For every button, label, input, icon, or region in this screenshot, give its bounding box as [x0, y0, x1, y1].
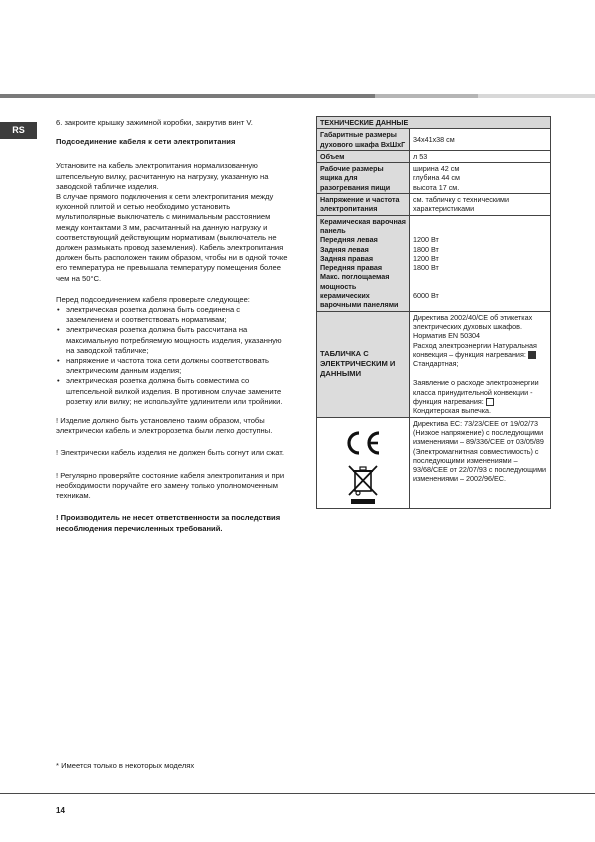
row-value: Директива ЕС: 73/23/CEE от 19/02/73 (Низкое напряжение) с последующими изменениями – 89/336/CEE от 03/05/89 (Электромагнитная совместимость) с последующими изменениями – 93/68/CEE от 22/07/93 с последующими изменениями – 2002/96/EC. — [410, 417, 551, 509]
warning-liability: ! Производитель не несет ответственности за последствия несоблюдения перечисленных требований. — [56, 513, 281, 533]
list-item: • электрическая розетка должна быть рассчитана на максимальную потребляемую мощность изделия, указанную на заводской табличке; — [56, 325, 288, 356]
energy-label-cell — [410, 311, 551, 417]
footnote: * Имеется только в некоторых моделях — [56, 761, 195, 770]
energy-text-d: Кондитерская выпечка. — [413, 406, 492, 416]
paragraph-step-6: 6. закроите крышку зажимной коробки, закрутив винт V. — [56, 118, 253, 127]
warning-not-bent: ! Электрически кабель изделия не должен быть согнут или сжат. — [56, 448, 285, 458]
section-heading: Подсоединение кабеля к сети электропитания — [56, 137, 236, 147]
table-row — [317, 215, 551, 311]
installation-text-column — [56, 118, 288, 543]
fan-heating-icon — [486, 398, 494, 406]
paragraph-direct-connection: В случае прямого подключения к сети электропитания между кухонной плитой и сетью необходимо установить мультиполярные выключатель с минимальным расстоянием между контактами 3 мм, расчитанный на данную нагрузку и соответствующий действующим нормативам (выключатель не должен размыкать провод заземления). Кабель электропитания должен быть расположен таким образом, чтобы ни в одной точке его температура не превышала температуру помещения более чем на 50°C. — [56, 192, 288, 283]
checklist — [56, 305, 288, 407]
table-row — [317, 311, 551, 417]
list-item: • напряжение и частота тока сети должны соответствовать электрическим данным изделия; — [56, 356, 288, 376]
row-label: Керамическая варочная панель Передняя левая Задняя левая Задняя правая Передняя правая Макс. поглощаемая мощность керамических варочными панелями — [317, 215, 410, 311]
weee-crossed-bin-icon — [346, 463, 380, 505]
energy-text-b: Стандартная; — [413, 359, 459, 369]
table-row — [317, 194, 551, 216]
table-title: ТЕХНИЧЕСКИЕ ДАННЫЕ — [317, 117, 551, 129]
paragraph-checklist-intro: Перед подсоединением кабеля проверьте следующее: — [56, 294, 250, 304]
row-value: см. табличку с техническими характеристиками — [410, 194, 551, 216]
row-label: Рабочие размеры ящика для разогревания пищи — [317, 163, 410, 194]
table-row — [317, 163, 551, 194]
warning-check-cable: ! Регулярно проверяйте состояние кабеля электропитания и при необходимости поручайте его замену только уполномоченным техникам. — [56, 470, 285, 501]
warning-accessible: ! Изделие должно быть установлено таким образом, чтобы электрически кабель и электророзетка были легко доступны. — [56, 416, 273, 436]
bottom-rule — [0, 793, 595, 794]
table-row — [317, 150, 551, 162]
energy-text-a: Директива 2002/40/CE об этикетках электрических духовых шкафов. Норматив EN 50304 Расход электроэнергии Натуральная конвекция – функция нагревания: — [413, 312, 537, 359]
conventional-heating-icon — [528, 351, 536, 359]
row-value: 34x41x38 см — [410, 129, 551, 151]
list-item: • электрическая розетка должна быть совместима со штепсельной вилкой изделия. В противном случае замените розетку или вилку; не используйте удлинители или тройники. — [56, 376, 288, 407]
table-row — [317, 417, 551, 509]
row-label: Габаритные размеры духового шкафа ВхШхГ — [317, 129, 410, 151]
technical-data-table — [316, 116, 551, 509]
top-rule-lighter — [478, 94, 595, 98]
row-value: 1200 Вт 1800 Вт 1200 Вт 1800 Вт 6000 Вт — [410, 215, 551, 311]
list-item: • электрическая розетка должна быть соединена с заземлением и соответствовать нормативам; — [56, 305, 288, 325]
ce-mark-icon — [343, 429, 383, 457]
page-number: 14 — [56, 806, 65, 815]
row-value: ширина 42 см глубина 44 см высота 17 см. — [410, 163, 551, 194]
row-label: Напряжение и частота электропитания — [317, 194, 410, 216]
paragraph-plug: Установите на кабель электропитания нормализованную штепсельную вилку, расчитанную на нагрузку, указанную на заводской табличке изделия. — [56, 161, 269, 191]
table-row — [317, 129, 551, 151]
row-label: ТАБЛИЧКА С ЭЛЕКТРИЧЕСКИМ И ДАННЫМИ — [317, 311, 410, 417]
certification-logos-cell — [317, 417, 410, 509]
language-tab: RS — [0, 122, 37, 139]
energy-text-c: Заявление о расходе электроэнергии класса принудительной конвекции - функция нагревания: — [413, 378, 539, 407]
row-label: Объем — [317, 150, 410, 162]
row-value: л 53 — [410, 150, 551, 162]
